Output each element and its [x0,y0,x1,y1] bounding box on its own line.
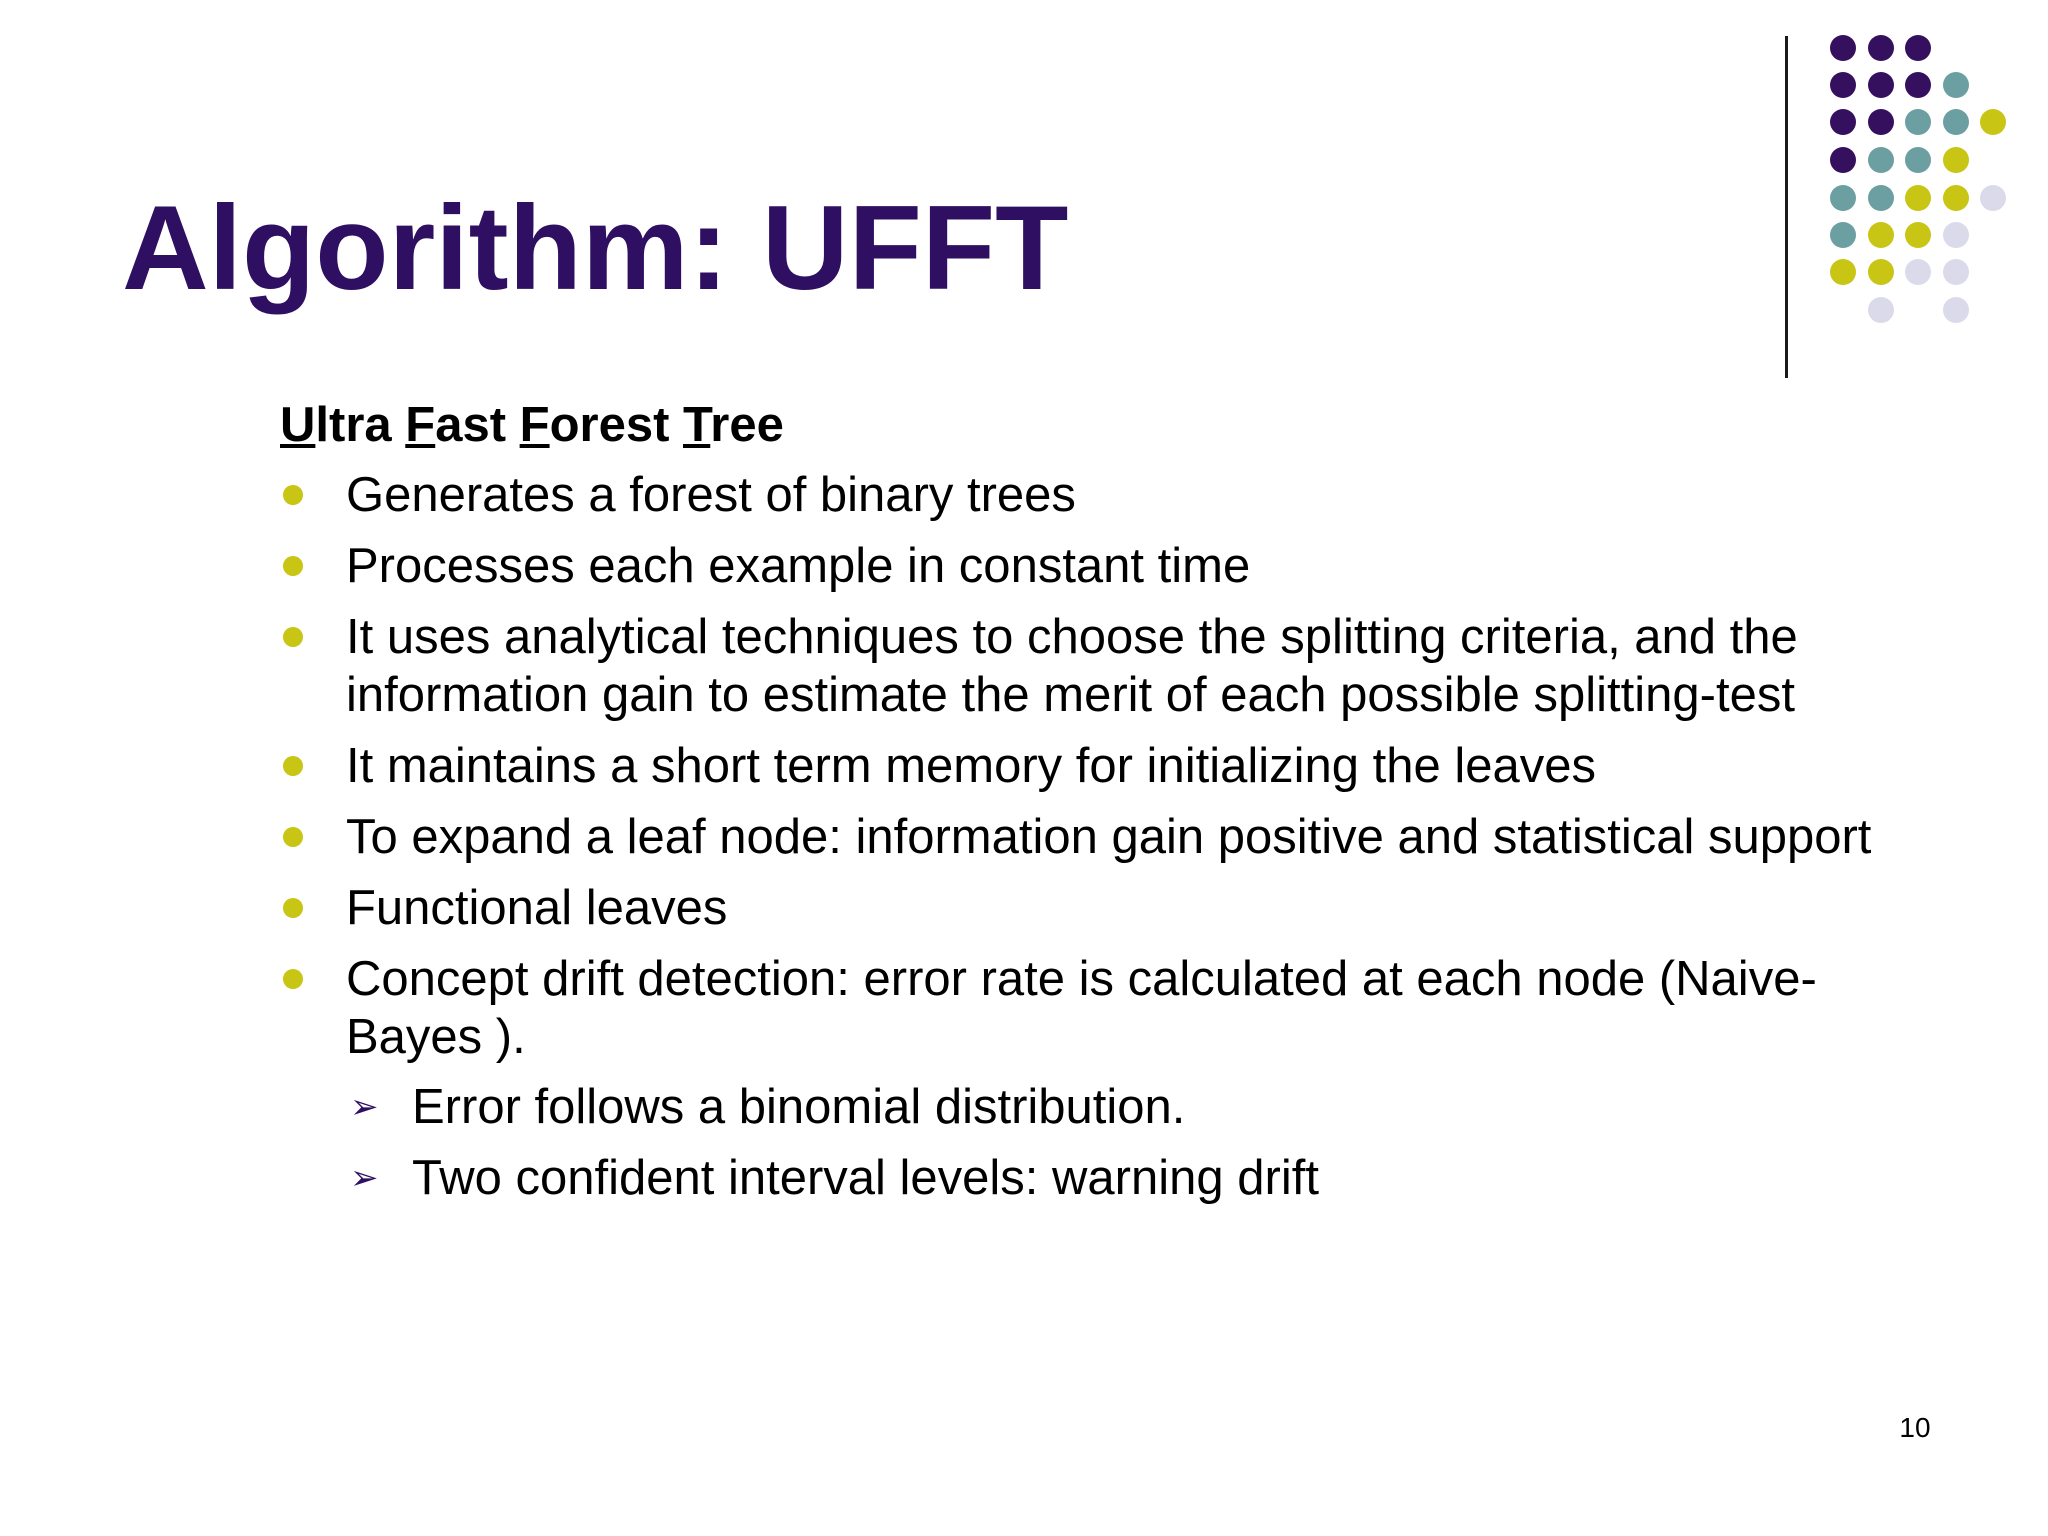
slide-title: Algorithm: UFFT [122,181,1069,315]
decorative-dot [1830,222,1856,248]
decorative-dot [1943,185,1969,211]
decorative-dot [1868,109,1894,135]
sub-bullet-list [346,1078,1920,1207]
bullet-text: It maintains a short term memory for initializing the leaves [346,739,1596,793]
sub-bullet-text: Two confident interval levels: warning drift [412,1151,1319,1205]
decorative-dot [1868,185,1894,211]
bullet-text: It uses analytical techniques to choose the splitting criteria, and the information gain to estimate the merit of each possible splitting-test [346,610,1798,722]
list-item [280,466,1920,524]
slide-body [280,396,1920,1220]
list-item [280,950,1920,1207]
decorative-dot [1905,72,1931,98]
arrowhead-bullet-icon: ➢ [350,1158,379,1198]
subtitle-text: orest [549,398,684,452]
subtitle-text: ltra [315,398,406,452]
decorative-dot [1905,185,1931,211]
decorative-dot [1830,72,1856,98]
decorative-dot [1980,185,2006,211]
bullet-text: To expand a leaf node: information gain positive and statistical support [346,810,1872,864]
arrowhead-bullet-icon: ➢ [350,1087,379,1127]
subtitle-text: ast [435,398,520,452]
bullet-text: Functional leaves [346,881,728,935]
decorative-dot [1943,147,1969,173]
slide-subtitle [280,396,1920,454]
decorative-dot [1905,222,1931,248]
list-item [280,808,1920,866]
round-bullet-icon [283,969,303,989]
decorative-dot [1980,109,2006,135]
decorative-dot [1868,147,1894,173]
decorative-dot [1943,109,1969,135]
decorative-dot [1905,147,1931,173]
decorative-dot [1830,35,1856,61]
decorative-dot [1943,72,1969,98]
round-bullet-icon [283,827,303,847]
bullet-text: Processes each example in constant time [346,539,1251,593]
decorative-dot [1830,109,1856,135]
round-bullet-icon [283,485,303,505]
subtitle-letter: F [405,398,436,452]
bullet-text: Concept drift detection: error rate is calculated at each node (Naive-Bayes ). [346,952,1817,1064]
decorative-dot [1943,259,1969,285]
list-item [280,737,1920,795]
round-bullet-icon [283,898,303,918]
list-item [280,879,1920,937]
decorative-dot [1830,185,1856,211]
decorative-dot [1830,147,1856,173]
decorative-dot-grid [0,0,2048,400]
decorative-dot [1868,72,1894,98]
list-item [280,537,1920,595]
decorative-dot [1868,222,1894,248]
sub-bullet-text: Error follows a binomial distribution. [412,1080,1186,1134]
subtitle-letter: T [683,398,711,452]
subtitle-text: ree [710,398,784,452]
decorative-dot [1905,35,1931,61]
decorative-dot [1905,109,1931,135]
sub-list-item [346,1078,1920,1136]
decorative-dot [1943,222,1969,248]
subtitle-letter: U [280,398,316,452]
list-item [280,608,1920,724]
decorative-dot [1868,297,1894,323]
decorative-dot [1868,35,1894,61]
decorative-dot [1868,259,1894,285]
round-bullet-icon [283,556,303,576]
decorative-dot [1905,259,1931,285]
page-number: 10 [1899,1412,1931,1443]
decorative-dot [1943,297,1969,323]
bullet-list [280,466,1920,1207]
sub-list-item [346,1149,1920,1207]
bullet-text: Generates a forest of binary trees [346,468,1076,522]
subtitle-letter: F [519,398,550,452]
round-bullet-icon [283,756,303,776]
round-bullet-icon [283,627,303,647]
decorative-dot [1830,259,1856,285]
